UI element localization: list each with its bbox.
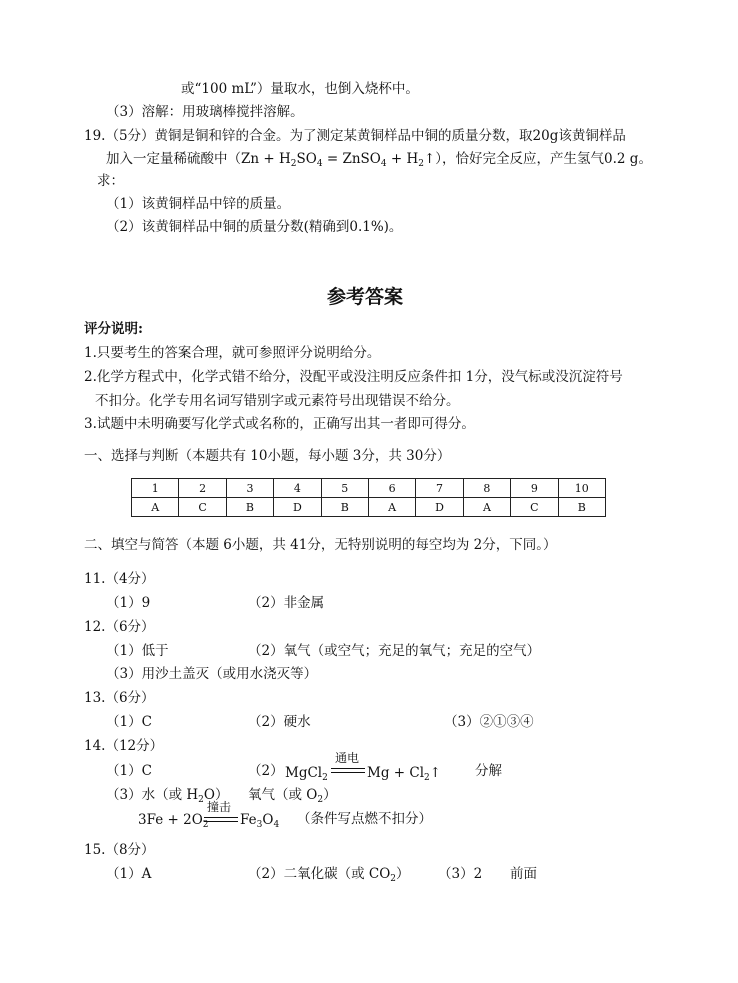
answer-table: [131, 478, 606, 517]
table-cell: A: [368, 498, 415, 517]
table-cell: B: [226, 498, 273, 517]
q14-eq2-left: $3Fe + 2O_2$: [138, 812, 209, 830]
table-cell: 2: [179, 479, 226, 498]
grading-item3: 3.试题中未明确要写化学式或名称的，正确写出其一者即可得分。: [84, 416, 475, 432]
q15-a3: （3）2: [438, 866, 483, 882]
table-cell: 6: [368, 479, 415, 498]
q19-line3: 求：: [97, 173, 124, 189]
q13-a1: （1）C: [106, 714, 152, 730]
q19-line1: 19.（5分）黄铜是铜和锌的合金。为了测定某黄铜样品中铜的质量分数，取20g该黄铜样品: [84, 128, 626, 144]
table-cell: 3: [226, 479, 273, 498]
q15-a1: （1）A: [106, 866, 152, 882]
q14-head: 14.（12分）: [84, 738, 164, 754]
q18-line1: 或“100 mL”）量取水，也倒入烧杯中。: [181, 81, 419, 97]
table-cell: D: [416, 498, 463, 517]
q19-sub1: （1）该黄铜样品中锌的质量。: [106, 196, 291, 212]
q12-head: 12.（6分）: [84, 619, 155, 635]
table-cell: B: [558, 498, 605, 517]
table-cell: 5: [321, 479, 368, 498]
q13-head: 13.（6分）: [84, 690, 155, 706]
q14-eq2-right: $Fe_3O_4$: [240, 812, 280, 830]
grading-heading: 评分说明:: [84, 321, 143, 337]
q15-a2: （2）二氧化碳（或 $CO_2$）: [248, 866, 410, 884]
table-cell: C: [511, 498, 558, 517]
answer-table-answers: [132, 498, 606, 517]
q14-eq2-note: （条件写点燃不扣分）: [297, 811, 432, 827]
q11-head: 11.（4分）: [84, 571, 155, 587]
table-cell: D: [274, 498, 321, 517]
table-cell: B: [321, 498, 368, 517]
q12-a3: （3）用沙土盖灭（或用水浇灭等）: [106, 666, 318, 682]
section1-heading: 一、选择与判断（本题共有 10小题，每小题 3分，共 30分）: [84, 448, 451, 464]
table-cell: A: [463, 498, 510, 517]
q13-a2: （2）硬水: [248, 714, 311, 730]
q14-eq1-right: $Mg + Cl_2↑$: [367, 765, 442, 783]
q14-eq1-equals-bar: [331, 768, 365, 773]
q15-a4: 前面: [510, 866, 537, 882]
answer-table-numbers: [132, 479, 606, 498]
q14-eq2-equals-bar: [204, 817, 238, 822]
q14-a3: （3）水（或 $H_2O$）: [106, 787, 229, 805]
table-cell: 7: [416, 479, 463, 498]
grading-item1: 1.只要考生的答案合理，就可参照评分说明给分。: [84, 345, 381, 361]
q11-a2: （2）非金属: [248, 595, 325, 611]
q14-eq2-condition: 撞击: [207, 800, 232, 814]
table-cell: A: [132, 498, 179, 517]
grading-item2a: 2.化学方程式中，化学式错不给分，没配平或没注明反应条件扣 1分，没气标或没沉淀符号: [84, 369, 623, 385]
q14-a2-label: （2）: [248, 763, 284, 779]
table-cell: 9: [511, 479, 558, 498]
answer-title: 参考答案: [327, 286, 404, 308]
q13-a3: （3）②①③④: [444, 714, 534, 730]
grading-item2b: 不扣分。化学专用名词写错别字或元素符号出现错误不给分。: [95, 393, 460, 409]
q14-a1: （1）C: [106, 763, 152, 779]
q14-a3-b: 氧气（或 $O_2$）: [248, 787, 337, 805]
q12-a1: （1）低于: [106, 643, 169, 659]
table-cell: 4: [274, 479, 321, 498]
q19-line2: 加入一定量稀硫酸中（$Zn + H_2SO_4$ = ZnSO$_4$ + $H_2↑$），恰好完全反应，产生氢气0.2 g。: [106, 151, 652, 169]
q14-eq1-condition: 通电: [335, 751, 360, 765]
table-cell: 1: [132, 479, 179, 498]
q11-a1: （1）9: [106, 595, 151, 611]
table-cell: 10: [558, 479, 605, 498]
q12-a2: （2）氧气（或空气；充足的氧气；充足的空气）: [248, 643, 541, 659]
q18-line2: （3）溶解：用玻璃棒搅拌溶解。: [106, 104, 304, 120]
q14-eq1-left: MgCl$_2$: [285, 765, 328, 783]
q14-a2-type: 分解: [475, 763, 502, 779]
table-cell: 8: [463, 479, 510, 498]
section2-heading: 二、填空与简答（本题 6小题，共 41分，无特别说明的每空均为 2分，下同。）: [84, 537, 557, 553]
q15-head: 15.（8分）: [84, 842, 155, 858]
table-cell: C: [179, 498, 226, 517]
q19-sub2: （2）该黄铜样品中铜的质量分数(精确到0.1%)。: [106, 219, 403, 235]
